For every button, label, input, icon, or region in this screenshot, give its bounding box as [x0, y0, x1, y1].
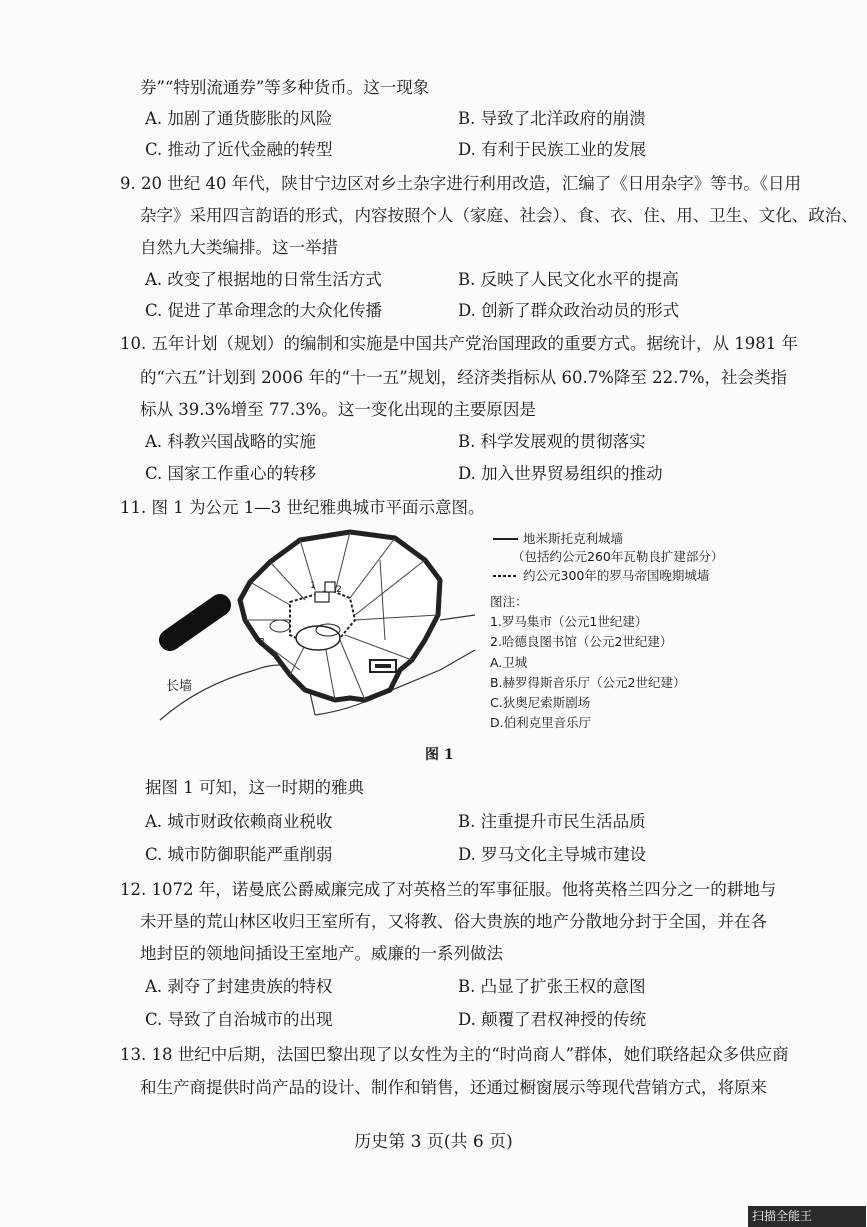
legend-note-c: C.狄奥尼索斯剧场 — [490, 695, 591, 710]
q11-question: 据图 1 可知，这一时期的雅典 — [145, 778, 364, 797]
q8-option-a: A. 加剧了通货膨胀的风险 — [145, 109, 333, 128]
q11-option-b: B. 注重提升市民生活品质 — [458, 812, 646, 831]
q10-line-2: 的“六五”计划到 2006 年的“十一五”规划，经济类指标从 60.7%降至 22.7%，社会类指 — [140, 368, 788, 387]
legend-note-1: 1.罗马集市（公元1世纪建） — [490, 614, 648, 629]
map-label-b: B — [258, 637, 265, 648]
q10-line-1: 10. 五年计划（规划）的编制和实施是中国共产党治国理政的重要方式。据统计，从 1981 年 — [120, 334, 798, 353]
q11-stem: 11. 图 1 为公元 1—3 世纪雅典城市平面示意图。 — [120, 498, 485, 517]
q12-line-2: 未开垦的荒山林区收归王室所有，又将教、俗大贵族的地产分散地分封于全国，并在各 — [140, 912, 767, 931]
q9-line-1: 9. 20 世纪 40 年代，陕甘宁边区对乡土杂字进行利用改造，汇编了《日用杂字》等书。《日用 — [120, 174, 801, 193]
q12-option-b: B. 凸显了扩张王权的意图 — [458, 977, 646, 996]
q9-option-b: B. 反映了人民文化水平的提高 — [458, 270, 679, 289]
q9-option-a: A. 改变了根据地的日常生活方式 — [145, 270, 382, 289]
q12-option-d: D. 颠覆了君权神授的传统 — [458, 1010, 647, 1029]
long-wall-label: 长墙 — [166, 679, 193, 694]
q12-line-1: 12. 1072 年，诺曼底公爵威廉完成了对英格兰的军事征服。他将英格兰四分之一的耕地与 — [120, 880, 777, 899]
q11-option-a: A. 城市财政依赖商业税收 — [145, 812, 333, 831]
q10-option-b: B. 科学发展观的贯彻落实 — [458, 432, 646, 451]
legend-note-b: B.赫罗得斯音乐厅（公元2世纪建） — [490, 675, 686, 690]
q10-option-d: D. 加入世界贸易组织的推动 — [458, 464, 663, 483]
q8-option-c: C. 推动了近代金融的转型 — [145, 140, 333, 159]
page-footer: 历史第 3 页(共 6 页) — [354, 1132, 513, 1152]
q12-option-c: C. 导致了自治城市的出现 — [145, 1010, 333, 1029]
map-label-2: 2 — [336, 585, 342, 595]
q8-option-b: B. 导致了北洋政府的崩溃 — [458, 109, 646, 128]
legend-note-a: A.卫城 — [490, 655, 528, 670]
q13-line-1: 13. 18 世纪中后期，法国巴黎出现了以女性为主的“时尚商人”群体，她们联络起众多供应商 — [120, 1045, 789, 1064]
athens-city-map — [140, 520, 480, 735]
q11-option-c: C. 城市防御职能严重削弱 — [145, 845, 333, 864]
q12-option-a: A. 剥夺了封建贵族的特权 — [145, 977, 333, 996]
q8-stem-tail: 券”“特别流通券”等多种货币。这一现象 — [140, 78, 430, 97]
q12-line-3: 地封臣的领地间插设王室地产。威廉的一系列做法 — [140, 944, 503, 963]
scanner-watermark: 扫描全能王 — [748, 1206, 866, 1227]
q10-line-3: 标从 39.3%增至 77.3%。这一变化出现的主要原因是 — [140, 400, 536, 419]
q9-option-d: D. 创新了群众政治动员的形式 — [458, 301, 680, 320]
legend-wall-2: 约公元300年的罗马帝国晚期城墙 — [523, 568, 710, 583]
q8-option-d: D. 有利于民族工业的发展 — [458, 140, 647, 159]
legend-wall-1: 地米斯托克利城墙 — [523, 531, 624, 546]
legend-notes-title: 图注： — [490, 594, 528, 609]
legend-note-2: 2.哈德良图书馆（公元2世纪建） — [490, 634, 673, 649]
q10-option-a: A. 科教兴国战略的实施 — [145, 432, 316, 451]
q10-option-c: C. 国家工作重心的转移 — [145, 464, 317, 483]
map-label-1: 1 — [310, 581, 316, 591]
q9-line-3: 自然九大类编排。这一举措 — [140, 238, 338, 257]
q13-line-2: 和生产商提供时尚产品的设计、制作和销售，还通过橱窗展示等现代营销方式，将原来 — [140, 1078, 767, 1097]
q11-option-d: D. 罗马文化主导城市建设 — [458, 845, 647, 864]
q9-line-2: 杂字》采用四言韵语的形式，内容按照个人（家庭、社会）、食、衣、住、用、卫生、文化、政治、 — [140, 206, 858, 225]
legend-note-d: D.伯利克里音乐厅 — [490, 715, 592, 730]
legend-wall-1-note: （包括约公元260年瓦勒良扩建部分） — [512, 549, 724, 564]
q9-option-c: C. 促进了革命理念的大众化传播 — [145, 301, 383, 320]
figure-caption: 图 1 — [425, 747, 454, 763]
